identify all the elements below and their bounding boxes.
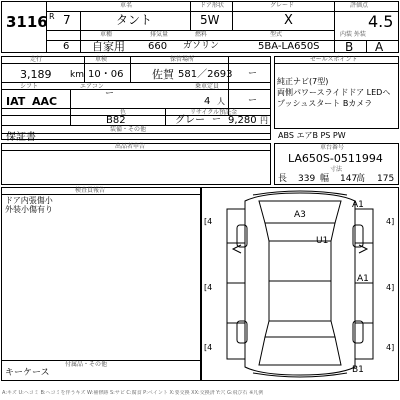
mileage-unit: km bbox=[70, 70, 84, 80]
label-cc: 排気量 bbox=[150, 31, 169, 38]
mileage: 3,189 bbox=[20, 68, 52, 81]
label-door: ドア形状 bbox=[200, 2, 224, 9]
door-type: 5W bbox=[200, 13, 220, 27]
damage-mark-u1: U1 bbox=[316, 236, 329, 246]
label-mileage: 走行 bbox=[30, 56, 43, 63]
damage-mark-a3: A3 bbox=[294, 210, 306, 220]
label-usage: 車種 bbox=[100, 31, 113, 38]
grade: X bbox=[284, 13, 293, 28]
damage-mark-a1-side: A1 bbox=[357, 274, 369, 284]
dim-l-prefix: 長 bbox=[278, 174, 288, 184]
lot-number: 3116 bbox=[6, 13, 48, 31]
damage-mark-a1-front: A1 bbox=[352, 200, 364, 210]
capacity-unit: 人 bbox=[217, 97, 225, 106]
label-inspector-notes: 検査員報告 bbox=[75, 187, 106, 194]
label-model: 型式 bbox=[270, 31, 283, 38]
inspection-expiry: 10・06 bbox=[88, 69, 124, 80]
label-dimension: 寸法 bbox=[330, 166, 343, 173]
note-line-1: ドア内張傷小 bbox=[5, 196, 53, 205]
color-code: B82 bbox=[106, 115, 126, 126]
interior-score: B bbox=[345, 40, 354, 54]
overall-score: 4.5 bbox=[368, 12, 394, 31]
displacement: 660 bbox=[148, 41, 168, 52]
color-dash: ー bbox=[212, 115, 222, 125]
label-score: 評価点 bbox=[350, 2, 369, 9]
label-int-ext: 内装 外装 bbox=[340, 31, 366, 38]
label-grade: グレード bbox=[270, 2, 295, 9]
lane-number: 581／2693 bbox=[178, 69, 233, 80]
label-aircon: エアコン bbox=[80, 83, 104, 90]
label-fuel: 燃料 bbox=[195, 31, 208, 38]
width: 147 bbox=[340, 174, 358, 184]
color-name: グレー bbox=[175, 115, 205, 126]
bracket-marker-2: 4] bbox=[386, 217, 395, 226]
extra-mark-2: ー bbox=[105, 89, 115, 99]
label-recycle: リサイクル預託金 bbox=[190, 109, 238, 116]
label-capacity: 乗車定員 bbox=[195, 83, 220, 90]
usage: 自家用 bbox=[92, 40, 125, 53]
capacity: 4 bbox=[204, 96, 211, 107]
month: 6 bbox=[63, 41, 70, 52]
length: 339 bbox=[298, 174, 316, 184]
label-location: 保管場所 bbox=[170, 56, 195, 63]
sales-point-line-3: プッシュスタート Bカメラ bbox=[277, 99, 373, 108]
label-sales-point: セールスポイント bbox=[310, 56, 358, 63]
recycle-fee: 9,280 bbox=[228, 115, 257, 126]
fuel: ガソリン bbox=[183, 41, 220, 51]
legend-footer: A:キズ U:ヘコミ B:ヘコミを伴うキズ W:補修跡 S:サビ C:腐食 P:ペイント X:要交換 XX:交換済 Y:穴 G:飛び石 ※凡例 bbox=[2, 390, 264, 396]
accessories: キーケース bbox=[5, 368, 50, 378]
r-mark: R bbox=[49, 12, 55, 21]
label-color: 色 bbox=[120, 109, 127, 116]
label-extra: 装備・その他 bbox=[110, 126, 147, 133]
recycle-dash: ー bbox=[248, 96, 258, 106]
bracket-marker-4: 4] bbox=[386, 283, 395, 292]
bracket-marker-1: [4 bbox=[204, 217, 213, 226]
dim-h-prefix: 高 bbox=[356, 174, 366, 184]
label-car-name: 車名 bbox=[120, 2, 133, 9]
equipment: ABS エアB PS PW bbox=[278, 131, 346, 140]
car-name: タント bbox=[116, 13, 153, 27]
label-reserve: 出品者申告 bbox=[115, 143, 146, 150]
sales-point-line-1: 純正ナビ(7型) bbox=[277, 77, 329, 86]
extra-mark: ー bbox=[248, 69, 258, 79]
exterior-score: A bbox=[375, 40, 384, 54]
location: 佐賀 bbox=[152, 68, 174, 81]
aircon-type: AAC bbox=[32, 95, 58, 108]
recycle-unit: 円 bbox=[260, 116, 268, 125]
label-shift: シフト bbox=[20, 83, 39, 90]
chassis-number: LA650S-0511994 bbox=[288, 152, 383, 165]
inspector-notes-box bbox=[1, 187, 201, 381]
warranty: 保証書 bbox=[6, 132, 36, 143]
sales-point-line-2: 両側パワースライドドア LEDヘ bbox=[277, 88, 391, 97]
shift-type: IAT bbox=[6, 95, 26, 108]
bracket-marker-6: 4] bbox=[386, 343, 395, 352]
dim-w-prefix: 幅 bbox=[320, 174, 330, 184]
note-line-2: 外装小傷有り bbox=[5, 205, 53, 214]
label-accessories: 付属品・その他 bbox=[65, 361, 108, 368]
label-inspection: 車検 bbox=[95, 56, 108, 63]
bracket-marker-5: [4 bbox=[204, 343, 213, 352]
height: 175 bbox=[377, 174, 395, 184]
label-frame: 車台番号 bbox=[320, 144, 345, 151]
bracket-marker-3: [4 bbox=[204, 283, 213, 292]
damage-mark-b1: B1 bbox=[352, 365, 364, 375]
year: 7 bbox=[63, 13, 71, 27]
model-code: 5BA-LA650S bbox=[258, 41, 320, 52]
